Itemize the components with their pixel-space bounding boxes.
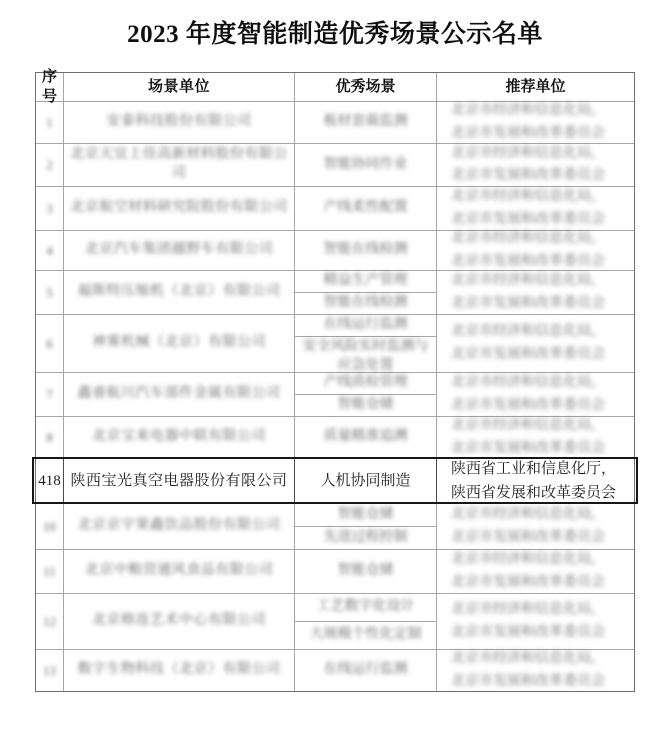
header-cell-scene: 优秀场景	[295, 73, 437, 101]
cell-unit	[64, 504, 295, 549]
row-number: 418	[38, 472, 61, 489]
unit-name: 安泰科技股份有限公司	[106, 114, 252, 130]
cell-recommender	[437, 102, 634, 143]
unit-name: 陕西宝光真空电器股份有限公司	[70, 472, 288, 489]
recommender-line: 北京市发展和改革委员会	[451, 211, 605, 227]
cell-scene	[295, 417, 437, 458]
cell-recommender	[437, 504, 634, 549]
scene-subcell	[295, 504, 436, 526]
cell-unit	[64, 187, 295, 230]
cell-scene	[295, 373, 437, 416]
cell-recommender	[437, 417, 634, 458]
table-row	[36, 593, 634, 649]
recommender-line: 北京市发展和改革委员会	[451, 440, 605, 456]
scene-subcell-stack	[295, 594, 436, 649]
scene-name: 智能仓储	[337, 397, 394, 413]
cell-unit	[64, 650, 295, 691]
unit-name: 北京京宇果鑫饮品股份有限公司	[77, 518, 281, 534]
cell-scene	[295, 315, 437, 372]
cell-scene	[295, 187, 437, 230]
row-number: 1	[46, 114, 53, 130]
cell-recommender	[437, 231, 634, 270]
scene-name: 人机协同制造	[320, 472, 411, 489]
recommender-line: 北京市经济和信息化局，	[451, 651, 605, 667]
header-cell-no: 序号	[36, 73, 64, 101]
scene-name: 安全风险实时监测与应急处置	[302, 338, 429, 373]
cell-no	[36, 102, 64, 143]
row-number: 8	[46, 429, 53, 445]
scene-name: 产线柔性配置	[323, 200, 408, 216]
cell-scene	[295, 594, 437, 649]
unit-name: 北京航空材料研究院股份有限公司	[70, 200, 288, 216]
scene-subcell	[295, 594, 436, 621]
cell-no	[36, 594, 64, 649]
recommender-line: 北京市经济和信息化局，	[451, 552, 605, 568]
scene-name: 智能在线检测	[323, 242, 408, 258]
unit-name: 北京汽车集团越野车有限公司	[84, 242, 274, 258]
cell-no	[36, 187, 64, 230]
scene-name: 板材套裁监测	[323, 114, 408, 130]
recommender-line: 北京市经济和信息化局，	[451, 507, 605, 523]
table-row-highlighted	[36, 458, 634, 503]
recommender-line: 北京市发展和改革委员会	[451, 125, 605, 141]
scene-name: 智能协同作业	[323, 156, 408, 172]
row-number: 6	[46, 335, 53, 351]
table-row	[36, 314, 634, 372]
recommender-line: 陕西省工业和信息化厅，	[451, 461, 617, 477]
scene-table	[35, 68, 635, 692]
page-title: 2023 年度智能制造优秀场景公示名单	[127, 21, 543, 48]
cell-no	[36, 417, 64, 458]
cell-scene	[295, 459, 437, 503]
cell-unit	[64, 594, 295, 649]
scene-name: 质量精准追溯	[323, 429, 408, 445]
cell-unit	[64, 144, 295, 186]
cell-unit	[64, 417, 295, 458]
row-number: 3	[46, 200, 53, 216]
scene-name: 在线运行监测	[323, 317, 408, 332]
table-row	[36, 372, 634, 416]
scene-subcell	[295, 336, 436, 377]
recommender-line: 北京市经济和信息化局，	[451, 602, 605, 618]
cell-no	[36, 373, 64, 416]
cell-unit	[64, 315, 295, 372]
unit-name: 数字生物科技（北京）有限公司	[77, 662, 281, 678]
recommender-line: 北京市经济和信息化局，	[451, 189, 605, 205]
recommender-line: 北京市经济和信息化局，	[451, 375, 605, 391]
cell-no	[36, 144, 64, 186]
row-number: 13	[43, 662, 56, 678]
cell-no	[36, 550, 64, 593]
cell-scene	[295, 271, 437, 314]
recommender-line: 北京市经济和信息化局，	[451, 324, 605, 340]
table-row	[36, 143, 634, 186]
recommender-line: 北京市经济和信息化局，	[451, 273, 605, 289]
table-row	[36, 186, 634, 230]
recommender-line: 北京市经济和信息化局，	[451, 145, 605, 161]
table-row	[36, 649, 634, 691]
cell-no	[36, 459, 64, 503]
recommender-line: 北京市发展和改革委员会	[451, 295, 605, 311]
cell-recommender	[437, 187, 634, 230]
cell-scene	[295, 650, 437, 691]
unit-name: 北京中粮营通风食品有限公司	[84, 563, 274, 579]
scene-subcell	[295, 526, 436, 549]
scene-subcell-stack	[295, 504, 436, 549]
recommender-line: 北京市经济和信息化局，	[451, 418, 605, 434]
cell-no	[36, 271, 64, 314]
scene-subcell	[295, 373, 436, 394]
cell-unit	[64, 459, 295, 503]
cell-recommender	[437, 271, 634, 314]
table-row	[36, 101, 634, 143]
scene-name: 产线质检管理	[323, 375, 408, 391]
cell-unit	[64, 102, 295, 143]
row-number: 5	[46, 284, 53, 300]
cell-scene	[295, 231, 437, 270]
cell-no	[36, 231, 64, 270]
recommender-line: 北京市发展和改革委员会	[451, 574, 605, 590]
unit-name: 福斯特压缩机（北京）有限公司	[77, 284, 281, 300]
row-number: 2	[46, 157, 53, 173]
scene-subcell-stack	[295, 271, 436, 314]
cell-recommender	[437, 650, 634, 691]
cell-unit	[64, 231, 295, 270]
scene-name: 大规模个性化定制	[309, 627, 422, 643]
scene-subcell	[295, 271, 436, 292]
unit-name: 鑫睿航川汽车部件金属有限公司	[77, 386, 281, 402]
table-row	[36, 549, 634, 593]
recommender-line: 陕西省发展和改革委员会	[451, 485, 617, 501]
row-number: 10	[43, 518, 56, 534]
scene-name: 智能仓储	[337, 563, 394, 579]
scene-name: 精益生产管理	[323, 273, 408, 289]
scene-name: 智能仓储	[337, 506, 394, 522]
unit-name: 北京宝来电器中联有限公司	[92, 429, 266, 445]
cell-unit	[64, 271, 295, 314]
recommender-line: 北京市发展和改革委员会	[451, 168, 605, 183]
unit-name: 北京天宜上佳高新材料股份有限公司	[70, 147, 288, 181]
recommender-line: 北京市发展和改革委员会	[451, 624, 605, 640]
scene-name: 在线运行监测	[323, 662, 408, 678]
table-row	[36, 503, 634, 549]
scene-subcell	[295, 394, 436, 416]
cell-recommender	[437, 550, 634, 593]
scene-subcell-stack	[295, 373, 436, 416]
cell-no	[36, 650, 64, 691]
cell-no	[36, 315, 64, 372]
recommender-line: 北京市经济和信息化局，	[451, 231, 605, 247]
recommender-line: 北京市发展和改革委员会	[451, 397, 605, 413]
header-cell-unit: 场景单位	[64, 73, 295, 101]
table-row	[36, 416, 634, 458]
unit-name: 北京格连艺术中心有限公司	[92, 613, 266, 629]
cell-recommender	[437, 373, 634, 416]
scene-subcell	[295, 292, 436, 314]
cell-no	[36, 504, 64, 549]
row-number: 4	[46, 242, 53, 258]
recommender-line: 北京市发展和改革委员会	[451, 529, 605, 545]
recommender-line: 北京市发展和改革委员会	[451, 673, 605, 689]
cell-recommender	[437, 315, 634, 372]
cell-recommender	[437, 594, 634, 649]
recommender-line: 北京市发展和改革委员会	[451, 253, 605, 269]
scene-subcell	[295, 315, 436, 336]
scene-name: 先进过程控制	[323, 529, 408, 545]
cell-scene	[295, 102, 437, 143]
row-number: 7	[46, 386, 53, 402]
table-row	[36, 270, 634, 314]
scene-subcell-stack	[295, 315, 436, 372]
cell-scene	[295, 504, 437, 549]
table-header-row	[36, 68, 634, 105]
scene-name: 智能在线检测	[323, 295, 408, 311]
table-row	[36, 230, 634, 270]
scene-name: 工艺数字化设计	[316, 599, 415, 615]
recommender-line: 北京市发展和改革委员会	[451, 346, 605, 362]
row-number: 11	[43, 563, 56, 579]
cell-scene	[295, 144, 437, 186]
recommender-line: 北京市经济和信息化局，	[451, 103, 605, 119]
cell-scene	[295, 550, 437, 593]
cell-unit	[64, 373, 295, 416]
cell-recommender	[437, 144, 634, 186]
unit-name: 神雾机械（北京）有限公司	[92, 335, 266, 351]
row-number: 12	[43, 613, 56, 629]
scene-subcell	[295, 621, 436, 649]
cell-unit	[64, 550, 295, 593]
cell-recommender	[437, 459, 634, 503]
header-cell-rec: 推荐单位	[505, 79, 566, 95]
